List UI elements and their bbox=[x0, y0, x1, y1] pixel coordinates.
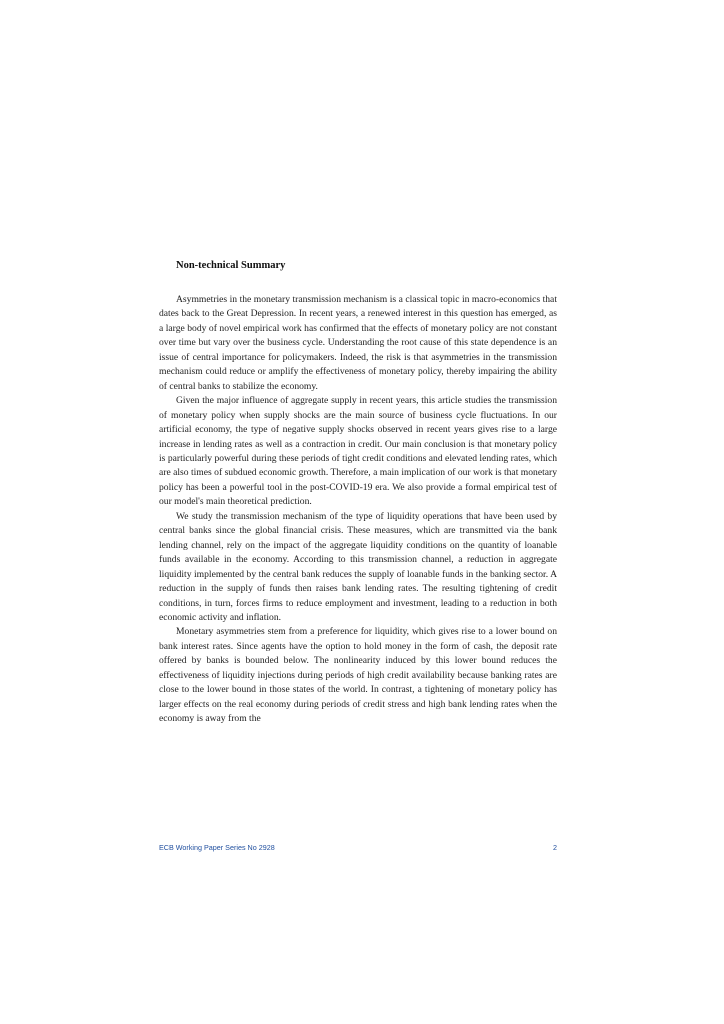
footer-page-number: 2 bbox=[553, 843, 557, 852]
paragraph: Monetary asymmetries stem from a preference for liquidity, which gives rise to a lower bound on bank interest rates. Since agents have the option to hold money in the form of cash, the deposit rate offered by banks is bounded below. The nonlinearity induced by this lower bound reduces the effectiveness of liquidity injections during periods of high credit availability because banking rates are close to the lower bound in those states of the world. In contrast, a tightening of monetary policy has larger effects on the real economy during periods of credit stress and high bank lending rates when the economy is away from the bbox=[159, 626, 557, 725]
section-title: Non-technical Summary bbox=[176, 260, 286, 271]
paragraph: Asymmetries in the monetary transmission mechanism is a classical topic in macro-economics that dates back to the Great Depression. In recent years, a renewed interest in this question has emerged, as a large body of novel empirical work has confirmed that the effects of monetary policy are not constant over time but vary over the business cycle. Understanding the root cause of this state dependence is an issue of central importance for policymakers. Indeed, the risk is that asymmetries in the transmission mechanism could reduce or amplify the effectiveness of monetary policy, thereby impairing the ability of central banks to stabilize the economy. bbox=[159, 294, 557, 392]
footer-series-label: ECB Working Paper Series No 2928 bbox=[159, 843, 275, 852]
paragraph: We study the transmission mechanism of the type of liquidity operations that have been used by central banks since the global financial crisis. These measures, which are transmitted via the bank lending channel, rely on the impact of the aggregate liquidity conditions on the quantity of loanable funds available in the economy. According to this transmission channel, a reduction in aggregate liquidity implemented by the central bank reduces the supply of loanable funds in the banking sector. A reduction in the supply of funds then raises bank lending rates. The resulting tightening of credit conditions, in turn, forces firms to reduce employment and investment, leading to a reduction in both economic activity and inflation. bbox=[159, 510, 557, 623]
paragraph: Given the major influence of aggregate supply in recent years, this article studies the transmission of monetary policy when supply shocks are the main source of business cycle fluctuations. In our artificial economy, the type of negative supply shocks observed in recent years gives rise to a large increase in lending rates as well as a contraction in credit. Our main conclusion is that monetary policy is particularly powerful during these periods of tight credit conditions and elevated lending rates, which are also times of subdued economic growth. Therefore, a main implication of our work is that monetary policy has been a powerful tool in the post-COVID-19 era. We also provide a formal empirical test of our model's main theoretical prediction. bbox=[159, 395, 557, 508]
summary-body bbox=[159, 293, 557, 727]
